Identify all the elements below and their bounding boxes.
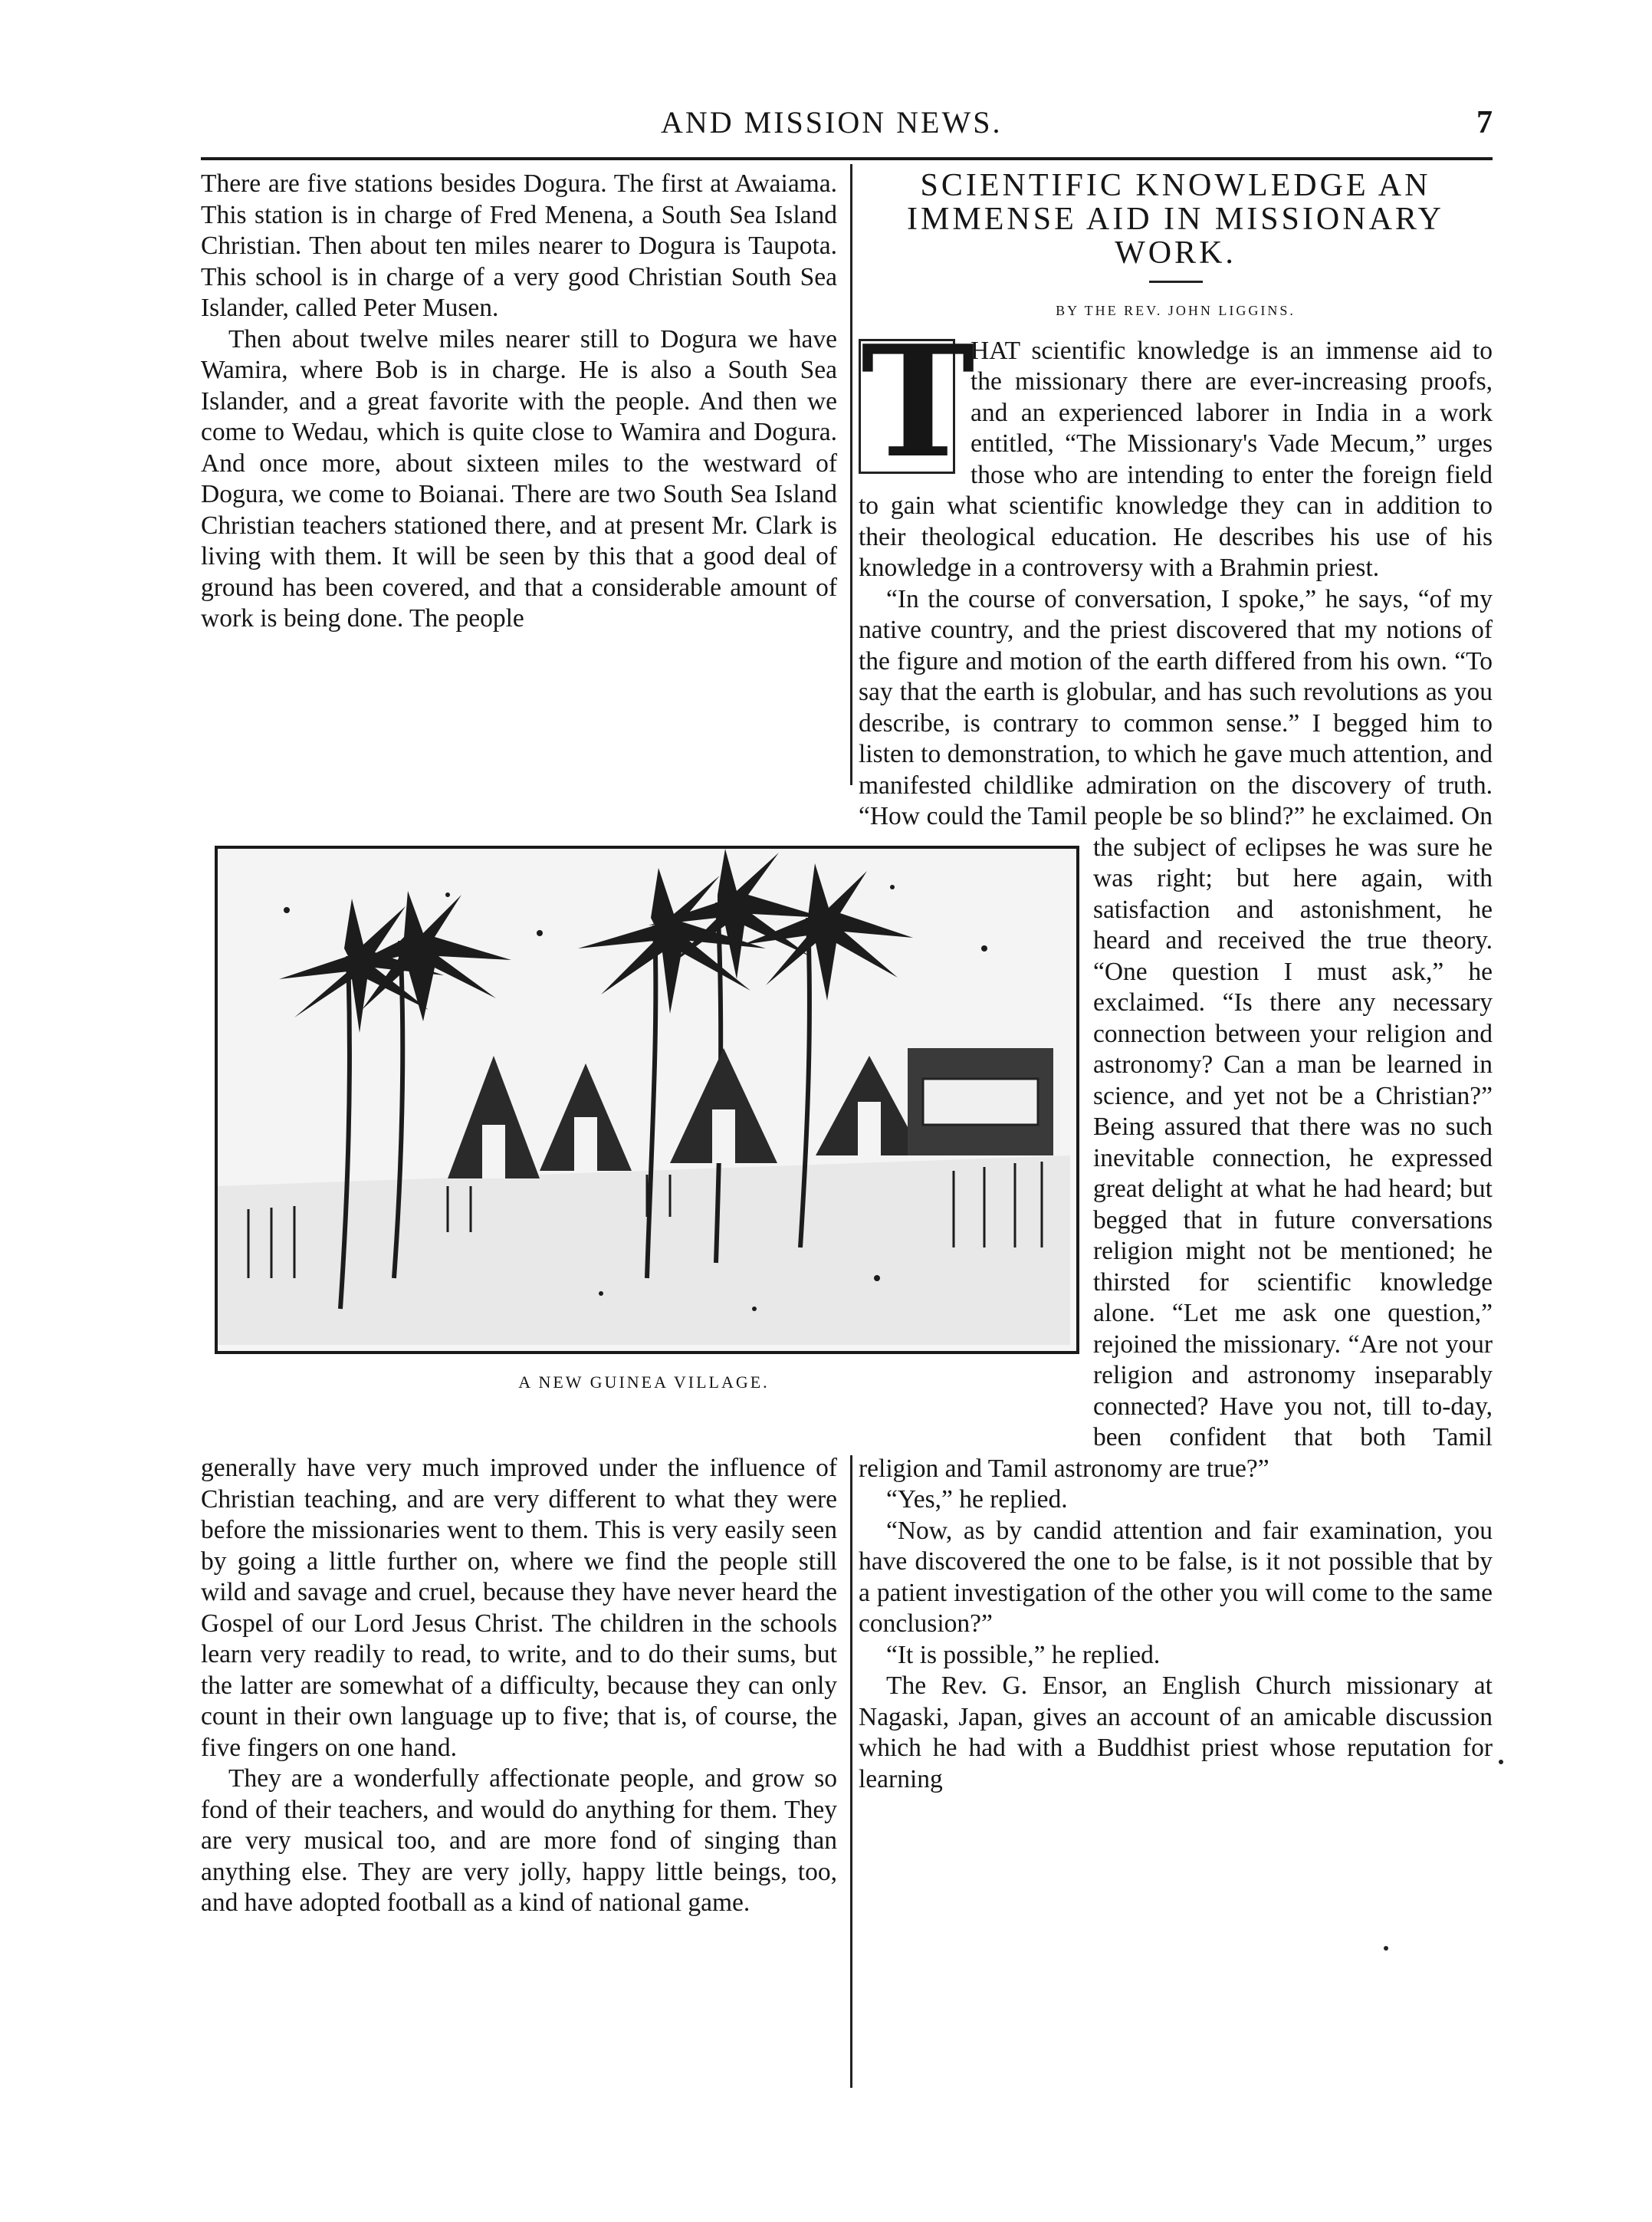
- paragraph: Then about twelve miles nearer still to Dogura we have Wamira, where Bob is in charge. He is also a South Sea Islander, and a great favorite with the people. And then we come to Wedau, which is quite close to Wamira and Dogura. And once more, about sixteen miles to the westward of Dogura, we come to Boianai. There are two South Sea Island Christian teachers stationed there, and at present Mr. Clark is living with them. It will be seen by this that a good deal of ground has been covered, and that a considerable amount of work is being done. The people: [201, 324, 837, 633]
- page-number: 7: [1476, 105, 1493, 140]
- article-title: SCIENTIFIC KNOWLEDGE AN IMMENSE AID IN MISSIONARY WORK.: [907, 168, 1444, 271]
- paragraph: They are a wonderfully affectionate people, and grow so fond of their teachers, and would do anything for them. They are very musical too, and are more fond of singing than anything else. They are very jolly, happy little beings, too, and have adopted football as a kind of national game.: [201, 1764, 837, 1917]
- page-header: [201, 98, 1493, 152]
- paragraph: There are five stations besides Dogura. The first at Awaiama. This station is in charge of Fred Menena, a South Sea Island Christian. Then about ten miles nearer to Dogura is Taupota. This school is in charge of a very good Christian South Sea Islander, called Peter Musen.: [201, 169, 837, 322]
- paragraph: generally have very much improved under the influence of Christian teaching, and are very different to what they were before the missionaries went to them. This is very easily seen by going a little further on, where we find the people still wild and savage and cruel, because they have never heard the Gospel of our Lord Jesus Christ. The children in the schools learn very readily to read, to write, and to do their sums, but the latter are somewhat of a difficulty, because they can only count in their own language up to five; that is, of course, the five fingers on one hand.: [201, 1454, 837, 1762]
- drop-cap: T: [859, 339, 955, 474]
- paragraph: HAT scientific knowledge is an immense aid to the missionary there are ever-increasing proofs, and an experienced laborer in India in a work entitled, “The Missionary's Vade Mecum,” urges those who are intending to enter the foreign field to gain what scientific knowledge they can in addition to their theological education. He describes his use of his knowledge in a controversy with a Brahmin priest.: [859, 336, 1493, 582]
- left-column-top: [201, 169, 837, 635]
- header-rule: [201, 157, 1493, 160]
- paragraph: “In the course of conversation, I spoke,” he says, “of my native country, and the priest discovered that my notions of the figure and motion of the earth differed from his own. “To say that the earth is globular, and has such revolutions as you describe, is contrary to common sense.” I begged him to listen to demonstration, to which he gave much attention, and manifested childlike admiration on the discovery of truth. “How could the Tamil people be so blind?” he exclaimed. On the subject of eclipses he was sure he was right; but here again, with satisfaction and astonishment, he heard and received the true theory. “One question I must ask,” he exclaimed. “Is there any necessary connection between your religion and astronomy? Can a man be learned in science, and yet not be a Christian?” Being assured that there was no such inevitable connection, he expressed great delight at what he had heard; but begged that in future conversations religion might not be mentioned; he thirsted for scientific knowledge alone. “Let me ask one question,” rejoined the missionary. “Are not your religion and astronomy inseparably connected? Have you not, till to-day, been confident that both Tamil religion and Tamil astronomy are true?”: [859, 584, 1493, 1483]
- column-divider-bottom: [850, 1455, 852, 2088]
- paragraph: “Yes,” he replied.: [886, 1485, 1068, 1514]
- running-title: AND MISSION NEWS.: [661, 105, 1003, 140]
- left-column-bottom: [201, 1453, 837, 1919]
- paragraph: “It is possible,” he replied.: [886, 1640, 1161, 1669]
- paragraph: “Now, as by candid attention and fair examination, you have discovered the one to be false, is it not possible that by a patient investigation of the other you will come to the same conclusion?”: [859, 1516, 1493, 1638]
- figure-wrap-spacer: [859, 846, 1093, 1423]
- ink-speck: [1384, 1946, 1388, 1951]
- byline: BY THE REV. JOHN LIGGINS.: [1056, 303, 1296, 318]
- column-divider-top: [850, 164, 852, 785]
- paragraph: The Rev. G. Ensor, an English Church missionary at Nagaski, Japan, gives an account of an amicable discussion which he had with a Buddhist priest whose reputation for learning: [859, 1671, 1493, 1793]
- title-rule: [1149, 281, 1203, 283]
- illustration-caption: A NEW GUINEA VILLAGE.: [518, 1372, 770, 1392]
- article: [859, 169, 1493, 1795]
- ink-speck: [1499, 1760, 1503, 1764]
